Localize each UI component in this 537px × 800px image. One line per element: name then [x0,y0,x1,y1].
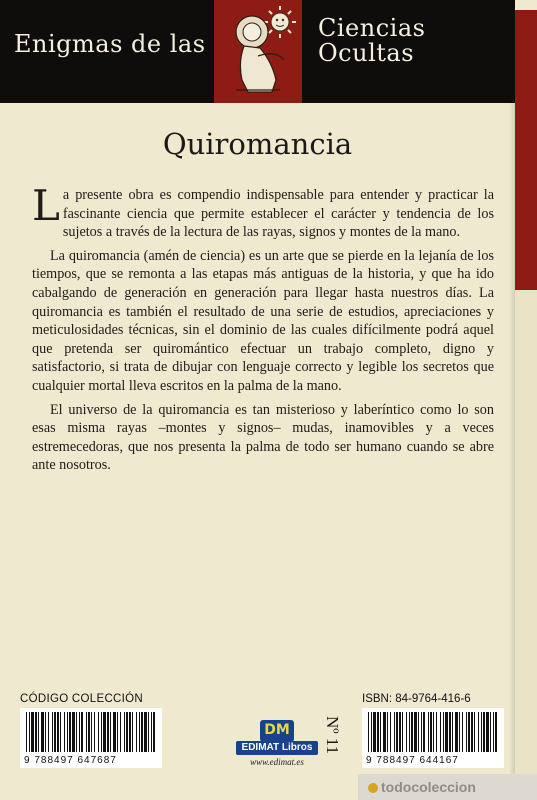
isbn-barcode-number: 9 788497 644167 [366,755,500,766]
volume-number-text: Nº 11 [323,716,342,755]
publisher-url: www.edimat.es [250,757,304,767]
collection-title-line1: Ciencias [318,14,426,42]
collection-title-left: Enigmas de las [14,30,206,58]
blurb-paragraph-3: El universo de la quiromancia es tan misterioso y laberíntico como lo son esas misma rayas –montes y signos– mudas, inamovibles y a veces estremecedoras, que nos presenta la palma de todo ser humano cuando se abre ante nosotros. [32,401,494,474]
dropcap: L [32,181,60,230]
watermark-dot-icon [368,783,378,793]
watermark [358,774,537,800]
publisher-logo [236,720,318,768]
isbn-barcode-bars [362,708,504,754]
blurb-paragraph-2: La quiromancia (amén de ciencia) es un arte que se pierde en la lejanía de los tiempos, que se remonta a las etapas más antiguas de la historia, y que ha ido cabalgando de generación en generación para llegar hasta nuestros días. La quiromancia es también el resultado de una serie de estudios, apreciaciones y meticulosidades técnicas, sin el dominio de las cuales difícilmente podrá aquel que pretenda ser quiromántico efectuar un trabajo completo, digno y satisfactorio, si trata de dibujar con lenguaje correcto y legible los secretos que cualquier mortal lleva escritos en la palma de la mano. [32,247,494,394]
book-title: Quiromancia [162,127,353,161]
blurb-paragraph-1 [32,181,494,242]
isbn-barcode [362,708,504,768]
watermark-text: todocoleccion [381,779,476,795]
publisher-logo-letters: DM [264,722,290,738]
collection-barcode-bars [20,708,162,754]
blurb [32,181,494,480]
publisher-logo-mark [260,720,294,742]
lion-sun-emblem [214,0,302,103]
publisher-name: EDIMAT Libros [236,741,318,755]
volume-number [318,716,348,786]
spine-cream-strip [515,290,537,800]
collection-barcode [20,708,162,768]
collection-header [0,0,515,103]
collection-barcode-number: 9 788497 647687 [24,755,158,766]
spine-red-strip [515,10,537,290]
collection-title-line2: Ocultas [318,39,415,67]
blurb-paragraph-1-text: a presente obra es compendio indispensable para entender y practicar la fascinante ciencia que permite establecer el carácter y tendencia de los sujetos a través de la lectura de las rayas, signos y montes de la mano. [62,187,494,241]
collection-code-label: CÓDIGO COLECCIÓN [20,693,144,705]
collection-title-right [318,16,425,66]
isbn-label: ISBN: 84-9764-416-6 [362,693,471,705]
